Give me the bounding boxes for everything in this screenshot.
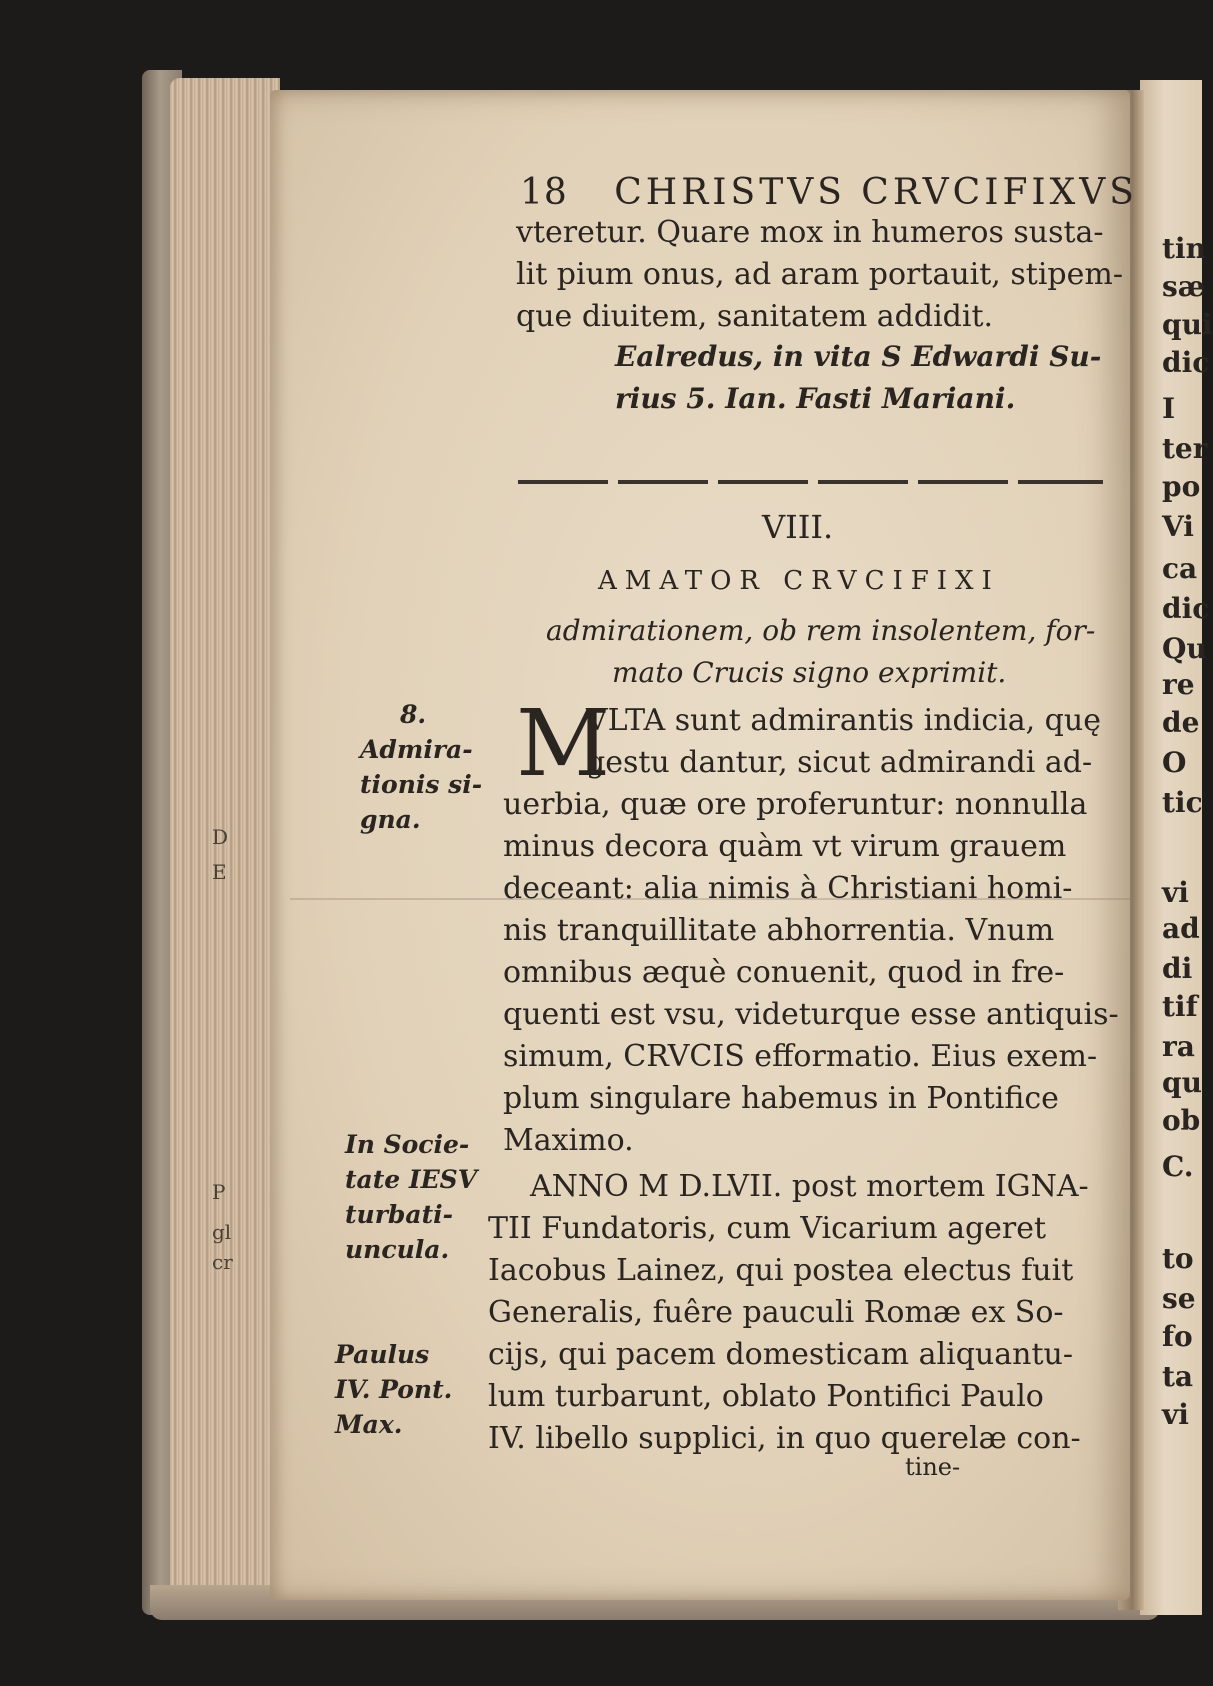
- margin-note-line: In Socie-: [345, 1130, 470, 1159]
- margin-note-line: tate IESV: [345, 1165, 478, 1194]
- body-line: vteretur. Quare mox in humeros susta-: [516, 215, 1104, 250]
- facing-page-fragment: qu: [1162, 1066, 1202, 1099]
- margin-note-line: tionis si-: [360, 770, 483, 799]
- facing-page-fragment: sæ: [1162, 270, 1206, 303]
- facing-page-fragment: tif: [1162, 990, 1198, 1023]
- facing-page-fragment: Qu: [1162, 632, 1207, 665]
- body-line: lit pium onus, ad aram portauit, stipem-: [516, 257, 1123, 292]
- section-title: AMATOR CRVCIFIXI: [598, 566, 1000, 596]
- facing-page-fragment: I: [1162, 392, 1176, 425]
- body-line: Generalis, fuêre pauculi Romæ ex So-: [488, 1295, 1064, 1330]
- facing-page-fragment: dic: [1162, 592, 1210, 625]
- facing-page-fragment: ca: [1162, 552, 1198, 585]
- body-line: Iacobus Lainez, qui postea electus fuit: [488, 1253, 1074, 1288]
- body-line: plum singulare habemus in Pontifice: [503, 1081, 1059, 1116]
- body-line: gestu dantur, sicut admirandi ad-: [586, 745, 1093, 780]
- page-number: 18: [520, 172, 568, 213]
- facing-page-fragment: dic: [1162, 346, 1210, 379]
- facing-page-fragment: vi: [1162, 876, 1189, 909]
- section-subtitle: mato Crucis signo exprimit.: [612, 656, 1007, 689]
- body-line: quenti est vsu, videturque esse antiquis-: [503, 997, 1119, 1032]
- body-line: omnibus æquè conuenit, quod in fre-: [503, 955, 1065, 990]
- facing-page-fragment: po: [1162, 470, 1201, 503]
- facing-page-fragment: ta: [1162, 1360, 1194, 1393]
- body-line: que diuitem, sanitatem addidit.: [516, 299, 994, 334]
- section-rule: [518, 480, 1103, 484]
- facing-page-fragment: fo: [1162, 1320, 1193, 1353]
- facing-page-fragment: re: [1162, 668, 1195, 701]
- facing-page-fragment: se: [1162, 1282, 1196, 1315]
- body-line: minus decora quàm vt virum grauem: [503, 829, 1067, 864]
- facing-page-fragment: qui: [1162, 308, 1213, 341]
- facing-page-fragment: ra: [1162, 1030, 1195, 1063]
- body-line: uerbia, quæ ore proferuntur: nonnulla: [503, 787, 1088, 822]
- facing-page-fragment: tic: [1162, 786, 1203, 819]
- margin-note-line: turbati-: [345, 1200, 453, 1229]
- section-number: VIII.: [762, 508, 834, 546]
- body-line: cijs, qui pacem domesticam aliquantu-: [488, 1337, 1073, 1372]
- facing-page-fragment: ter: [1162, 432, 1208, 465]
- citation-line: Ealredus, in vita S Edwardi Su-: [615, 340, 1102, 373]
- edge-fragment: P: [212, 1180, 226, 1204]
- margin-note-line: Admira-: [360, 735, 473, 764]
- facing-page-fragment: ob: [1162, 1104, 1201, 1137]
- facing-page-fragment: di: [1162, 952, 1193, 985]
- drop-cap: M: [516, 690, 611, 797]
- body-line: nis tranquillitate abhorrentia. Vnum: [503, 913, 1055, 948]
- body-line: simum, CRVCIS efformatio. Eius exem-: [503, 1039, 1098, 1074]
- edge-fragment: D: [212, 825, 229, 849]
- margin-note-line: IV. Pont.: [335, 1375, 453, 1404]
- citation-line: rius 5. Ian. Fasti Mariani.: [615, 382, 1016, 415]
- facing-page-fragment: C.: [1162, 1150, 1194, 1183]
- facing-page-fragment: ad: [1162, 912, 1200, 945]
- facing-page-fragment: tin: [1162, 232, 1206, 265]
- edge-fragment: E: [212, 860, 227, 884]
- margin-note-line: Max.: [335, 1410, 403, 1439]
- facing-page-fragment: O: [1162, 746, 1187, 779]
- body-line: VLTA sunt admirantis indicia, quę: [586, 703, 1101, 738]
- edge-fragment: cr: [212, 1250, 233, 1274]
- facing-page-fragment: to: [1162, 1242, 1194, 1275]
- section-subtitle: admirationem, ob rem insolentem, for-: [546, 614, 1096, 647]
- body-line: TII Fundatoris, cum Vicarium ageret: [488, 1211, 1047, 1246]
- body-line: deceant: alia nimis à Christiani homi-: [503, 871, 1073, 906]
- facing-page-fragment: vi: [1162, 1398, 1189, 1431]
- catchword: tine-: [905, 1453, 961, 1481]
- margin-note-line: Paulus: [335, 1340, 430, 1369]
- margin-note-line: uncula.: [345, 1235, 450, 1264]
- facing-page-fragment: Vi: [1162, 510, 1194, 543]
- facing-page-fragment: de: [1162, 706, 1200, 739]
- body-line: IV. libello supplici, in quo querelæ con-: [488, 1421, 1081, 1456]
- body-line: lum turbarunt, oblato Pontifici Paulo: [488, 1379, 1044, 1414]
- margin-note-line: 8.: [400, 700, 427, 729]
- margin-note-line: gna.: [360, 805, 421, 834]
- edge-fragment: gl: [212, 1220, 232, 1244]
- body-line: ANNO M D.LVII. post mortem IGNA-: [530, 1169, 1089, 1204]
- running-head: [520, 172, 1138, 213]
- body-line: Maximo.: [503, 1123, 634, 1158]
- running-title: CHRISTVS CRVCIFIXVS: [614, 172, 1138, 213]
